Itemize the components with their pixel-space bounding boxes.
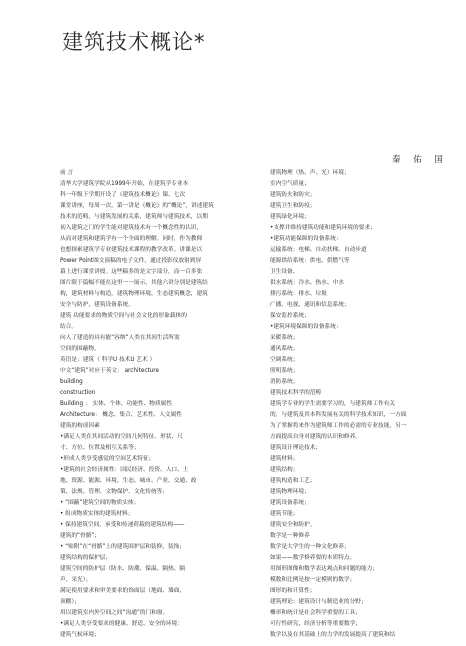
text-line: •形成人类享受感觉的空间艺术特征； bbox=[60, 456, 155, 462]
text-line: 幕上进行课堂讲授。这些稿多的是文字部分，而一百多张 bbox=[60, 269, 203, 275]
text-line: 地、资源、能源、环境、生态、城市、产业、交通、政 bbox=[60, 478, 197, 484]
text-line: 顶棚）； bbox=[60, 599, 80, 605]
text-line: 构，建筑材料与构造，建筑物理环境，生态建筑概念，建筑 bbox=[60, 291, 208, 297]
text-line: 技术的范畴，与建筑发展的关系，建筑师与建筑技术，以期 bbox=[60, 214, 208, 220]
text-line: Architecture： 概念、集合、艺术性、人文属性 bbox=[60, 412, 182, 418]
text-line: 建筑卫生和防疫； bbox=[270, 203, 316, 209]
text-line: 建筑绿化环境； bbox=[270, 214, 310, 220]
text-line: 寸、方位、位置及相互关系等； bbox=[60, 445, 140, 451]
text-line: 模数和比例是按一定模则的数学； bbox=[270, 577, 356, 583]
text-line: 建筑物理（热、声、光）环境； bbox=[270, 170, 350, 176]
text-line: 也想探索建筑学专业建筑技术课程的教学改革。讲课是以 bbox=[60, 247, 203, 253]
text-line: 图片限于篇幅不能在这里一一展示，其他六讲分别是建筑结 bbox=[60, 280, 208, 286]
text-line: 英语是：建筑（ 科学U 技术U 艺术 ） bbox=[60, 357, 156, 363]
text-line: 空间的围蔽物。 bbox=[60, 346, 100, 352]
text-line: 图形的和计算性； bbox=[270, 588, 316, 594]
text-line: 建筑材料； bbox=[270, 456, 299, 462]
text-line: 建筑气候环境； bbox=[60, 632, 100, 638]
text-line: 能源供给系统：供电、供燃气等 bbox=[270, 258, 350, 264]
text-line: 照明系统； bbox=[270, 368, 299, 374]
text-line: 采暖系统； bbox=[270, 335, 299, 341]
text-line: 通风系统； bbox=[270, 346, 299, 352]
text-line: 可行性研究、经济分析等重要数学； bbox=[270, 621, 361, 627]
text-line: • 组成物质实体的建筑材料； bbox=[60, 511, 134, 517]
text-line: 结合。 bbox=[60, 324, 78, 330]
text-line: 数学是一种修养 bbox=[270, 533, 310, 539]
text-line: •满足人类在其间活动的空间几何特征、形状、尺 bbox=[60, 434, 183, 440]
text-line: 建筑安全和防护。 bbox=[270, 522, 316, 528]
text-line: 中文“建筑”对应于英文： architecture bbox=[60, 368, 159, 374]
text-line: 课堂讲座，每周一次，第一讲是《概论》的“概论”，讲述建筑 bbox=[60, 203, 214, 209]
text-line: 安全与防护，建筑设备系统。 bbox=[60, 302, 134, 308]
text-line: 用以建筑室内外空间之间“沟通”的门和窗。 bbox=[60, 610, 169, 616]
text-line: 建筑技术科学的范畴 bbox=[270, 390, 322, 396]
text-line: 初入建筑之门的学生能对建筑技术有一个概念性的认识， bbox=[60, 225, 203, 231]
article-title: 建筑技术概论* bbox=[62, 30, 206, 54]
text-line: Power Point图文演稿的电子文件，通过投影仪放射到屏 bbox=[60, 258, 202, 264]
text-line: 室内空气质量； bbox=[270, 181, 310, 187]
text-line: 前 言 bbox=[60, 170, 74, 176]
text-line: 建筑设计理论技术； bbox=[270, 445, 322, 451]
text-line: 建筑空间的防护层（防水、防潮、保温、隔热、隔 bbox=[60, 566, 186, 572]
text-line: 清华大学建筑学院从1999年开始，在建筑学专业本 bbox=[60, 181, 189, 187]
text-line: building bbox=[60, 379, 83, 385]
text-line: 建筑物理环境； bbox=[270, 489, 310, 495]
text-line: 建筑防火和防灾； bbox=[270, 192, 316, 198]
text-line: 方面提高自身对建筑的认识和修养。 bbox=[270, 434, 361, 440]
text-line: 数学是大学生的一种文化修养； bbox=[270, 544, 350, 550]
text-line: • “贴附”在“骨骼”上的建筑围护层和装修，装饰； bbox=[60, 544, 186, 550]
text-line: 的，与建筑及其本科发展有关的科学技术知识，一方面 bbox=[270, 412, 407, 418]
text-line: 科一年级下学期开设了《建筑技术概论》课。七次 bbox=[60, 192, 186, 198]
text-line: •建筑环境保障的设备系统： bbox=[270, 324, 342, 330]
text-line: 卫生设备、 bbox=[270, 269, 299, 275]
right-column bbox=[270, 168, 452, 641]
text-line: 建筑节能； bbox=[270, 511, 299, 517]
text-line: •建筑功能保障的设备系统： bbox=[270, 236, 342, 242]
text-line: 空调系统； bbox=[270, 357, 299, 363]
left-column bbox=[60, 168, 265, 641]
text-line: 广播、电视、通讯和信息系统； bbox=[270, 302, 350, 308]
text-line: 建筑的“骨骼”； bbox=[60, 533, 101, 539]
text-line: 策、法规、管理、文物保护、文化传统等； bbox=[60, 489, 169, 495]
text-line: 向人了建造的具有能“容纳”人类在其间生活所需 bbox=[60, 335, 180, 341]
text-line: 建筑 功能要求的物质空间与社会文化的形象载体的 bbox=[60, 313, 187, 319]
text-line: 建筑结构； bbox=[270, 467, 299, 473]
text-line: 建筑设备系统； bbox=[270, 500, 310, 506]
text-line: 建筑理论：建筑设计与制造业的分野； bbox=[270, 599, 367, 605]
text-line: 建筑结构的保护层； bbox=[60, 555, 112, 561]
text-line: •建筑的社会经济属性：国民经济、投资、人口、土 bbox=[60, 467, 189, 473]
text-line: • 保持建筑空间，承受和传递荷载的建筑结构—— bbox=[60, 522, 185, 528]
text-line: Building ： 实体、个体、功能性、物质属性 bbox=[60, 401, 172, 407]
text-line: 用图形图像和数学表达观点和问题的能力； bbox=[270, 566, 379, 572]
text-line: •满足人类享受要求的健康、舒适、安全的环境： bbox=[60, 621, 183, 627]
text-line: 数学以及在其基础上的力学的发展提高了建筑和结 bbox=[270, 632, 396, 638]
text-line: 消防系统； bbox=[270, 379, 299, 385]
text-line: 为了掌握将来作为建筑师工作的必需的专业技能，另一 bbox=[270, 423, 407, 429]
article-author: 秦 佑 国 bbox=[392, 155, 448, 165]
text-line: 建筑学专业的学生需要学习的，与建筑师工作有关 bbox=[270, 401, 396, 407]
text-line: 如果——数学修养要的本质特点； bbox=[270, 555, 356, 561]
text-line: 排污系统：排水、垃圾 bbox=[270, 291, 327, 297]
text-line: 建筑的构成因素 bbox=[60, 423, 100, 429]
text-line: 供水系统：冷水、热水、中水 bbox=[270, 280, 344, 286]
text-line: 满足使用要求和审美要求的饰面层（地面、墙面、 bbox=[60, 588, 186, 594]
text-line: 从而对建筑和建筑学有一个全面的理解。同时，作为教师 bbox=[60, 236, 203, 242]
text-line: 保安监控系统； bbox=[270, 313, 310, 319]
text-line: • “围蔽”建筑空间的物质实体； bbox=[60, 500, 140, 506]
text-line: 运输系统：电梯、自动扶梯、自动步道 bbox=[270, 247, 367, 253]
text-line: construction bbox=[60, 390, 96, 396]
text-line: 概率和统计是社会科学重要的工具； bbox=[270, 610, 361, 616]
text-line: 声、采光）； bbox=[60, 577, 92, 583]
text-line: 建筑构造和工艺； bbox=[270, 478, 316, 484]
text-line: •支撑并维持建筑功能和建筑环境的要求； bbox=[270, 225, 376, 231]
